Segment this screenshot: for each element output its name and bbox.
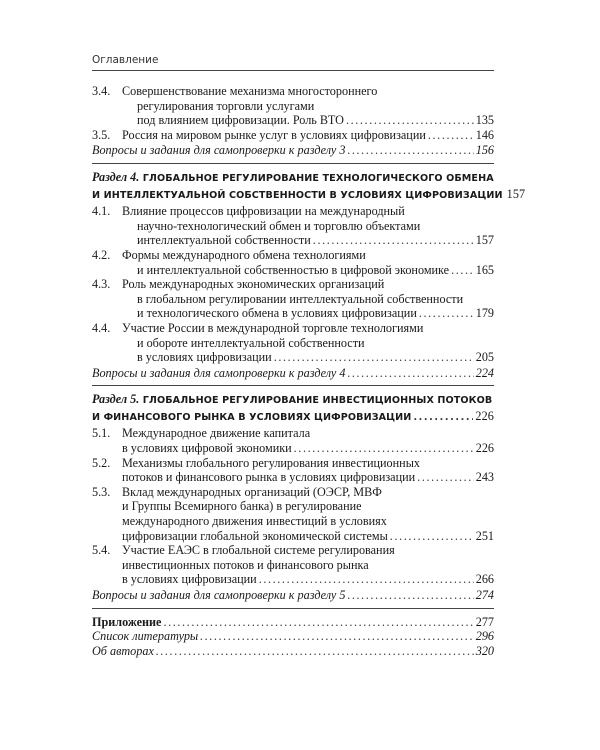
- dot-leader: [413, 411, 473, 426]
- section-divider: [92, 385, 494, 386]
- references-text: Список литературы: [92, 629, 199, 644]
- entry-line: Механизмы глобального регулирования инвестиционных: [122, 455, 420, 470]
- entry-last-line: [122, 529, 494, 544]
- entry-last-line: [122, 572, 494, 587]
- entry-line: международного движения инвестиций в условиях: [122, 514, 387, 529]
- dot-leader: [163, 615, 473, 630]
- entry-text: интеллектуальной собственности: [137, 233, 311, 248]
- entry-text: в условиях цифровизации: [137, 350, 272, 365]
- entry-number: 5.4.: [92, 543, 111, 558]
- entry-line: Совершенствование механизма многостороннего: [122, 84, 378, 98]
- entry-number: 4.3.: [92, 277, 111, 292]
- entry-line: научно-технологический обмен и торговлю объектами: [137, 218, 421, 233]
- questions-text: Вопросы и задания для самопроверки к разделу 3: [92, 143, 346, 158]
- entry-line: Международное движение капитала: [122, 426, 311, 441]
- entry-line: в глобальном регулировании интеллектуальной собственности: [137, 291, 464, 306]
- dot-leader: [347, 366, 473, 381]
- table-of-contents: [92, 84, 526, 658]
- entry-last-line: [122, 128, 494, 143]
- dot-leader: [346, 113, 474, 128]
- section-label: Раздел 4.: [92, 169, 140, 184]
- entry-line: Вклад международных организаций (ОЭСР, МВФ: [122, 484, 382, 499]
- toc-questions-5[interactable]: [92, 588, 494, 603]
- toc-questions-3[interactable]: [92, 143, 494, 158]
- dot-leader: [347, 143, 473, 158]
- page-number: 146: [475, 127, 494, 142]
- page-number: 274: [475, 588, 494, 602]
- entry-last-line: [92, 409, 494, 426]
- dot-leader: [347, 588, 473, 603]
- appendix-text: Приложение: [92, 614, 162, 629]
- entry-number: 5.2.: [92, 455, 111, 470]
- entry-last-line: [92, 186, 526, 204]
- entry-line: инвестиционных потоков и финансового рынка: [122, 557, 369, 572]
- toc-entry-4-1[interactable]: [92, 204, 494, 248]
- page-number: 277: [475, 614, 494, 629]
- dot-leader: [419, 306, 474, 321]
- entry-line: регулирования торговли услугами: [137, 98, 315, 113]
- entry-line: и обороте интеллектуальной собственности: [137, 335, 365, 350]
- page-number: 296: [475, 629, 494, 644]
- toc-references[interactable]: [92, 629, 494, 644]
- entry-line: Участие России в международной торговле технологиями: [122, 320, 424, 335]
- running-header: [92, 54, 494, 71]
- section-divider: [92, 608, 494, 609]
- entry-last-line: [122, 350, 494, 365]
- header-title: Оглавление: [92, 54, 159, 66]
- toc-entry-4-4[interactable]: [92, 321, 494, 365]
- toc-entry-5-3[interactable]: [92, 485, 494, 543]
- entry-text: цифровизации глобальной экономической системы: [122, 528, 388, 543]
- entry-number: 5.3.: [92, 484, 111, 499]
- entry-line: Участие ЕАЭС в глобальной системе регулирования: [122, 543, 395, 558]
- page-number: 135: [475, 113, 494, 128]
- page-number: 205: [475, 350, 494, 365]
- questions-text: Вопросы и задания для самопроверки к разделу 4: [92, 365, 346, 380]
- entry-line: и Группы Всемирного банка) в регулирование: [122, 499, 362, 514]
- toc-entry-4-2[interactable]: [92, 248, 494, 277]
- page-number: 157: [475, 233, 494, 248]
- entry-text: под влиянием цифровизации. Роль ВТО: [137, 113, 344, 128]
- entry-text: потоков и финансового рынка в условиях цифровизации: [122, 470, 416, 485]
- page-number: 243: [475, 470, 494, 485]
- page-number: 157: [506, 186, 526, 201]
- entry-last-line: [122, 113, 494, 128]
- page-number: 156: [475, 143, 494, 158]
- dot-leader: [274, 350, 474, 365]
- section-label: Раздел 5.: [92, 392, 140, 407]
- toc-entry-5-4[interactable]: [92, 543, 494, 587]
- dot-leader: [417, 470, 474, 485]
- dot-leader: [259, 572, 474, 587]
- toc-section-4[interactable]: [92, 169, 526, 203]
- page-number: 179: [475, 306, 494, 321]
- page-number: 224: [475, 365, 494, 380]
- toc-authors[interactable]: [92, 644, 494, 659]
- section-title: ГЛОБАЛЬНОЕ РЕГУЛИРОВАНИЕ ТЕХНОЛОГИЧЕСКОГО ОБМЕНА: [142, 172, 494, 184]
- toc-entry-5-1[interactable]: [92, 426, 494, 455]
- toc-entry-3-5[interactable]: [92, 128, 494, 143]
- entry-number: 3.4.: [92, 84, 111, 98]
- toc-appendix[interactable]: [92, 615, 494, 630]
- toc-section-5[interactable]: [92, 392, 494, 425]
- section-title: И ФИНАНСОВОГО РЫНКА В УСЛОВИЯХ ЦИФРОВИЗАЦИИ: [92, 411, 412, 423]
- section-divider: [92, 163, 494, 164]
- page-number: 226: [475, 441, 494, 456]
- dot-leader: [390, 529, 474, 544]
- toc-entry-3-4[interactable]: [92, 84, 494, 128]
- entry-text: и интеллектуальной собственностью в цифровой экономике: [137, 262, 450, 277]
- toc-entry-4-3[interactable]: [92, 277, 494, 321]
- page-number: 266: [475, 572, 494, 587]
- entry-text: в условиях цифровизации: [122, 572, 257, 587]
- entry-last-line: [122, 441, 494, 456]
- dot-leader: [200, 629, 474, 644]
- toc-entry-5-2[interactable]: [92, 456, 494, 485]
- entry-number: 4.4.: [92, 320, 111, 335]
- section-title: И ИНТЕЛЛЕКТУАЛЬНОЙ СОБСТВЕННОСТИ В УСЛОВИЯХ ЦИФРОВИЗАЦИИ: [92, 189, 503, 201]
- authors-text: Об авторах: [92, 643, 154, 658]
- entry-line: Роль международных экономических организаций: [122, 277, 385, 292]
- page-number: 320: [475, 643, 494, 658]
- entry-last-line: [122, 470, 494, 485]
- entry-line: Влияние процессов цифровизации на международный: [122, 204, 405, 219]
- entry-number: 5.1.: [92, 426, 111, 441]
- entry-number: 4.1.: [92, 204, 111, 219]
- entry-last-line: [122, 263, 494, 278]
- entry-text: в условиях цифровой экономики: [122, 441, 292, 456]
- page-number: 251: [475, 528, 494, 543]
- entry-last-line: [122, 306, 494, 321]
- dot-leader: [428, 128, 474, 143]
- dot-leader: [156, 644, 474, 659]
- entry-text: и технологического обмена в условиях цифровизации: [137, 306, 417, 321]
- section-title: ГЛОБАЛЬНОЕ РЕГУЛИРОВАНИЕ ИНВЕСТИЦИОННЫХ ПОТОКОВ: [142, 395, 493, 407]
- dot-leader: [294, 441, 474, 456]
- questions-text: Вопросы и задания для самопроверки к разделу 5: [92, 588, 346, 602]
- entry-number: 3.5.: [92, 127, 111, 142]
- entry-line: Формы международного обмена технологиями: [122, 247, 366, 262]
- entry-text: Россия на мировом рынке услуг в условиях цифровизации: [122, 127, 426, 142]
- entry-number: 4.2.: [92, 247, 111, 262]
- dot-leader: [451, 263, 474, 278]
- page-number: 226: [475, 408, 494, 423]
- entry-last-line: [122, 233, 494, 248]
- dot-leader: [313, 233, 474, 248]
- page-number: 165: [475, 262, 494, 277]
- toc-questions-4[interactable]: [92, 366, 494, 381]
